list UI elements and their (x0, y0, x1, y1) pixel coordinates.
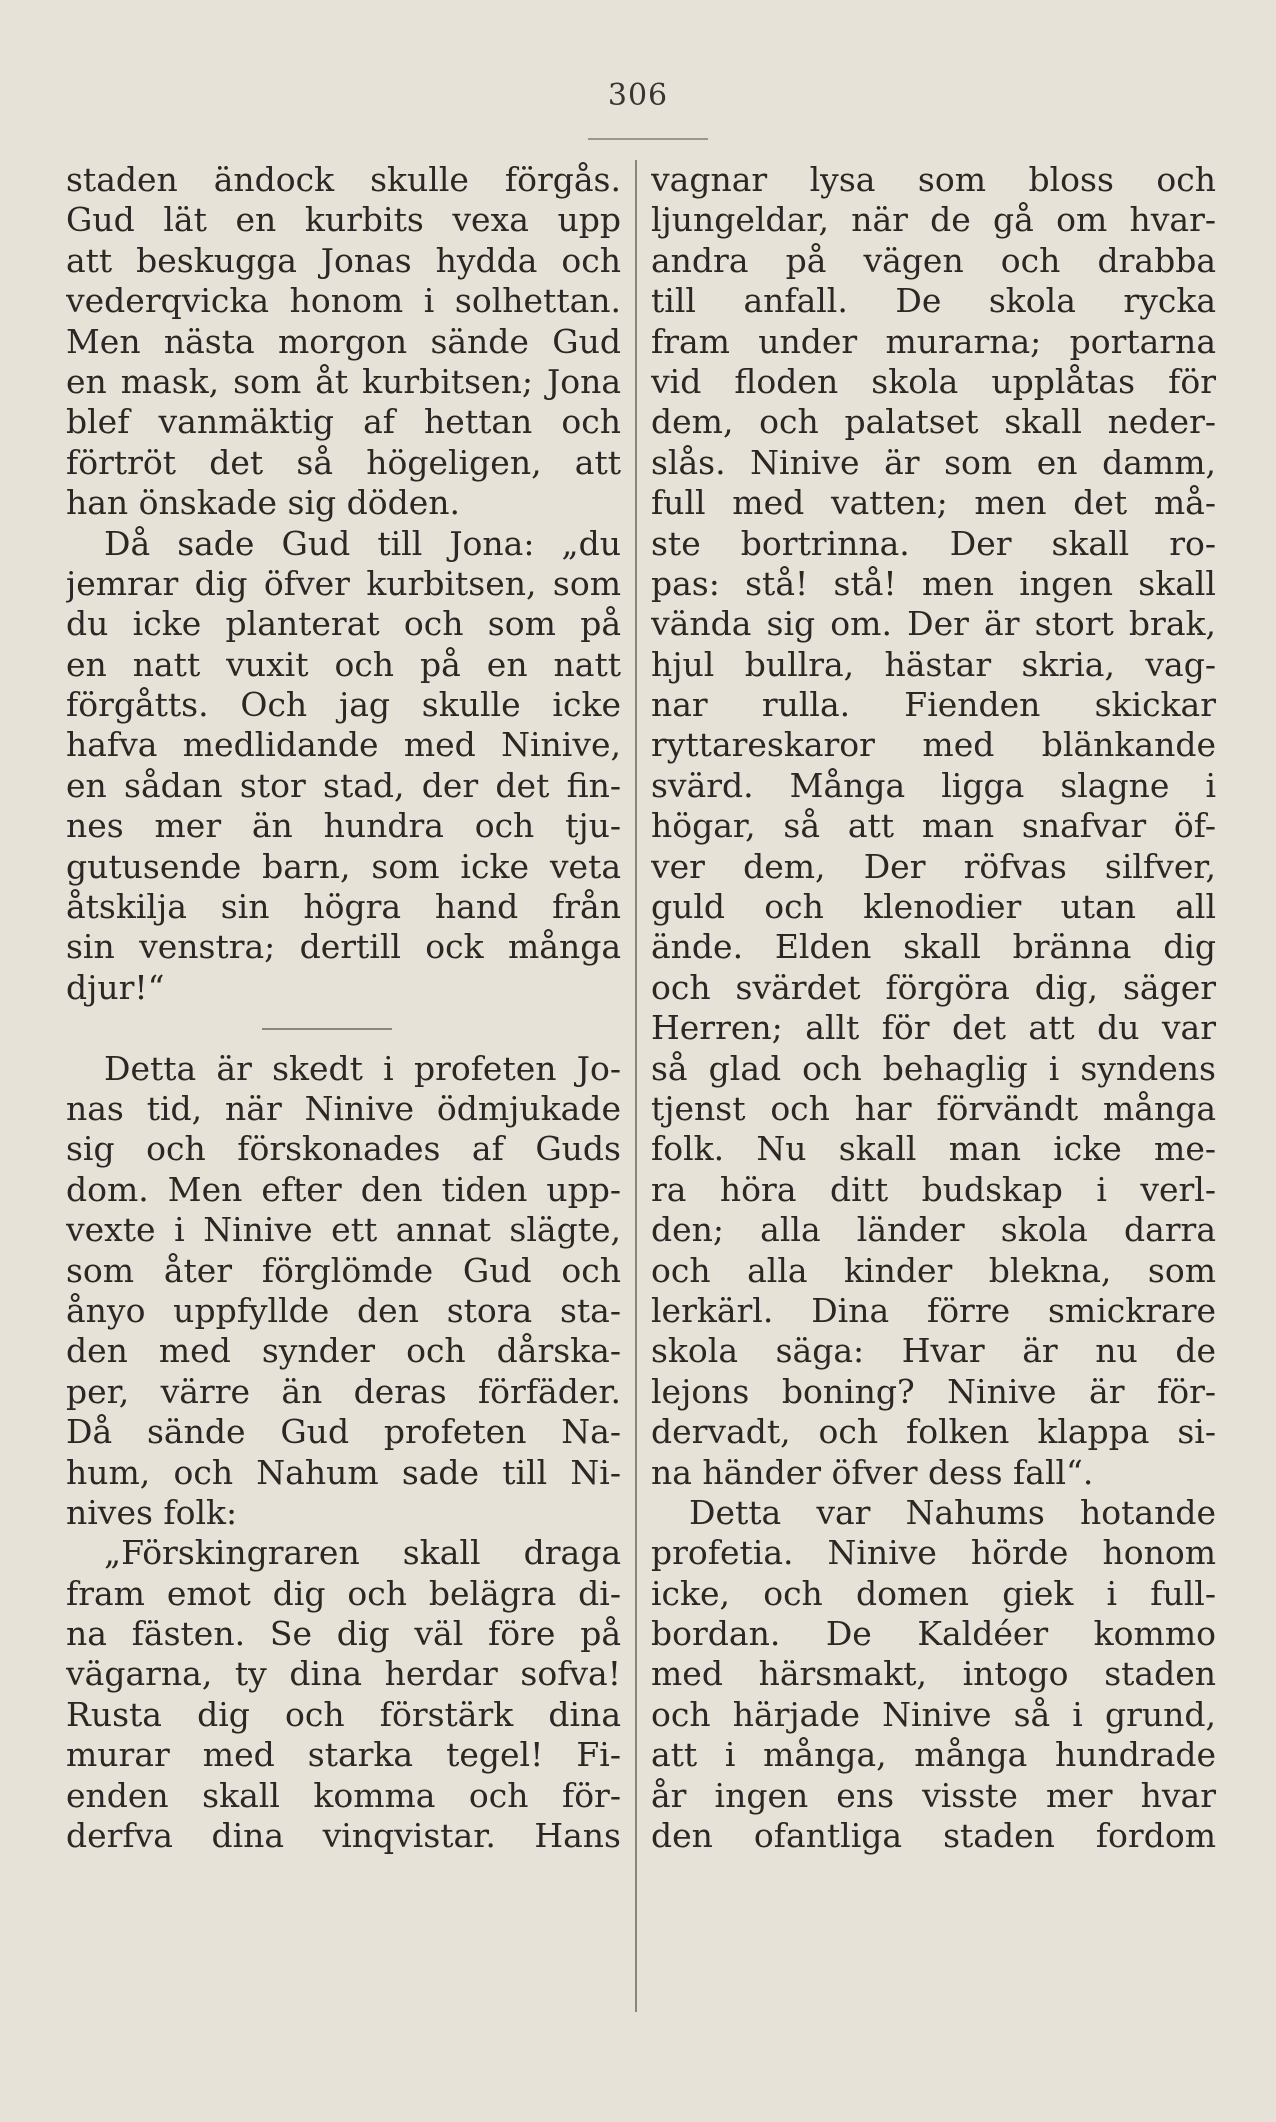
text-line: bordan. De Kaldéer kommo (651, 1614, 1216, 1654)
text-line: Herren; allt för det att du var (651, 1008, 1216, 1048)
header-rule (588, 138, 708, 140)
text-line: djur!“ (66, 967, 165, 1007)
text-line: dem, och palatset skall neder- (651, 402, 1216, 442)
text-line: och svärdet förgöra dig, säger (651, 967, 1216, 1007)
text-line: svärd. Många ligga slagne i (651, 765, 1216, 805)
column-divider (635, 160, 637, 2012)
text-line: full med vatten; men det må- (651, 483, 1216, 523)
text-line: du icke planterat och som på (66, 604, 621, 644)
text-line: folk. Nu skall man icke me- (651, 1129, 1216, 1169)
text-line: Då sände Gud profeten Na- (66, 1412, 621, 1452)
text-line: och alla kinder blekna, som (651, 1250, 1216, 1290)
text-line: lejons boning? Ninive är för- (651, 1371, 1216, 1411)
text-line: pas: stå! stå! men ingen skall (651, 563, 1216, 603)
text-line: en natt vuxit och på en natt (66, 644, 621, 684)
text-line: förgåtts. Och jag skulle icke (66, 685, 621, 725)
text-line: år ingen ens visste mer hvar (651, 1775, 1216, 1815)
text-line: vägarna, ty dina herdar sofva! (66, 1654, 621, 1694)
text-line: sig och förskonades af Guds (66, 1129, 621, 1169)
text-line: ste bortrinna. Der skall ro- (651, 523, 1216, 563)
text-line: med härsmakt, intogo staden (651, 1654, 1216, 1694)
text-line: att i många, många hundrade (651, 1735, 1216, 1775)
text-line: en mask, som åt kurbitsen; Jona (66, 361, 621, 401)
text-line: dom. Men efter den tiden upp- (66, 1169, 621, 1209)
text-line: nives folk: (66, 1492, 238, 1532)
text-line: och härjade Ninive så i grund, (651, 1694, 1216, 1734)
text-line: han önskade sig döden. (66, 483, 461, 523)
text-line: icke, och domen giek i full- (651, 1573, 1216, 1613)
text-line: den med synder och dårska- (66, 1331, 621, 1371)
section-divider (66, 1008, 621, 1048)
text-line: Gud lät en kurbits vexa upp (66, 200, 621, 240)
text-line: lerkärl. Dina förre smickrare (651, 1290, 1216, 1330)
text-line: ra höra ditt budskap i verl- (651, 1169, 1216, 1209)
text-line: Detta var Nahums hotande (689, 1492, 1216, 1532)
text-line: den; alla länder skola darra (651, 1210, 1216, 1250)
text-line: den ofantliga staden fordom (651, 1816, 1216, 1856)
text-line: slås. Ninive är som en damm, (651, 442, 1216, 482)
text-line: jemrar dig öfver kurbitsen, som (66, 563, 621, 603)
text-line: profetia. Ninive hörde honom (651, 1533, 1216, 1573)
text-line: derfva dina vinqvistar. Hans (66, 1816, 621, 1856)
text-line: „Förskingraren skall draga (104, 1533, 621, 1573)
text-line: staden ändock skulle förgås. (66, 160, 621, 199)
text-line: nar rulla. Fienden skickar (651, 685, 1216, 725)
text-line: vexte i Ninive ett annat slägte, (66, 1210, 621, 1250)
text-line: ver dem, Der röfvas silfver, (651, 846, 1216, 886)
text-line: na fästen. Se dig väl före på (66, 1614, 621, 1654)
text-line: fram under murarna; portarna (651, 321, 1216, 361)
text-line: ryttareskaror med blänkande (651, 725, 1216, 765)
text-line: guld och klenodier utan all (651, 887, 1216, 927)
text-line: murar med starka tegel! Fi- (66, 1735, 621, 1775)
left-column (66, 160, 621, 1856)
text-line: Då sade Gud till Jona: „du (104, 523, 621, 563)
text-line: Detta är skedt i profeten Jo- (104, 1048, 621, 1088)
text-line: nas tid, när Ninive ödmjukade (66, 1088, 621, 1128)
text-line: sin venstra; dertill ock många (66, 927, 621, 967)
page-number: 306 (607, 78, 669, 113)
text-line: andra på vägen och drabba (651, 240, 1216, 280)
right-column (651, 160, 1216, 1856)
text-line: vända sig om. Der är stort brak, (651, 604, 1216, 644)
text-line: förtröt det så högeligen, att (66, 442, 621, 482)
text-line: na händer öfver dess fall“. (651, 1452, 1094, 1492)
text-line: så glad och behaglig i syndens (651, 1048, 1216, 1088)
text-line: hjul bullra, hästar skria, vag- (651, 644, 1216, 684)
text-line: en sådan stor stad, der det fin- (66, 765, 621, 805)
text-line: ånyo uppfyllde den stora sta- (66, 1290, 621, 1330)
text-line: tjenst och har förvändt många (651, 1088, 1216, 1128)
text-line: fram emot dig och belägra di- (66, 1573, 621, 1613)
text-line: hafva medlidande med Ninive, (66, 725, 621, 765)
text-line: Rusta dig och förstärk dina (66, 1694, 621, 1734)
text-line: vid floden skola upplåtas för (651, 361, 1216, 401)
text-line: Men nästa morgon sände Gud (66, 321, 621, 361)
text-line: per, värre än deras förfäder. (66, 1371, 621, 1411)
text-line: hum, och Nahum sade till Ni- (66, 1452, 621, 1492)
text-line: till anfall. De skola rycka (651, 281, 1216, 321)
text-line: vagnar lysa som bloss och (651, 160, 1216, 199)
text-line: som åter förglömde Gud och (66, 1250, 621, 1290)
text-line: dervadt, och folken klappa si- (651, 1412, 1216, 1452)
text-line: enden skall komma och för- (66, 1775, 621, 1815)
text-line: högar, så att man snafvar öf- (651, 806, 1216, 846)
text-line: nes mer än hundra och tju- (66, 806, 621, 846)
text-line: vederqvicka honom i solhettan. (66, 281, 621, 321)
text-line: gutusende barn, som icke veta (66, 846, 621, 886)
text-line: åtskilja sin högra hand från (66, 887, 621, 927)
text-line: skola säga: Hvar är nu de (651, 1331, 1216, 1371)
text-line: blef vanmäktig af hettan och (66, 402, 621, 442)
text-line: att beskugga Jonas hydda och (66, 240, 621, 280)
text-line: ljungeldar, när de gå om hvar- (651, 200, 1216, 240)
text-line: ände. Elden skall bränna dig (651, 927, 1216, 967)
